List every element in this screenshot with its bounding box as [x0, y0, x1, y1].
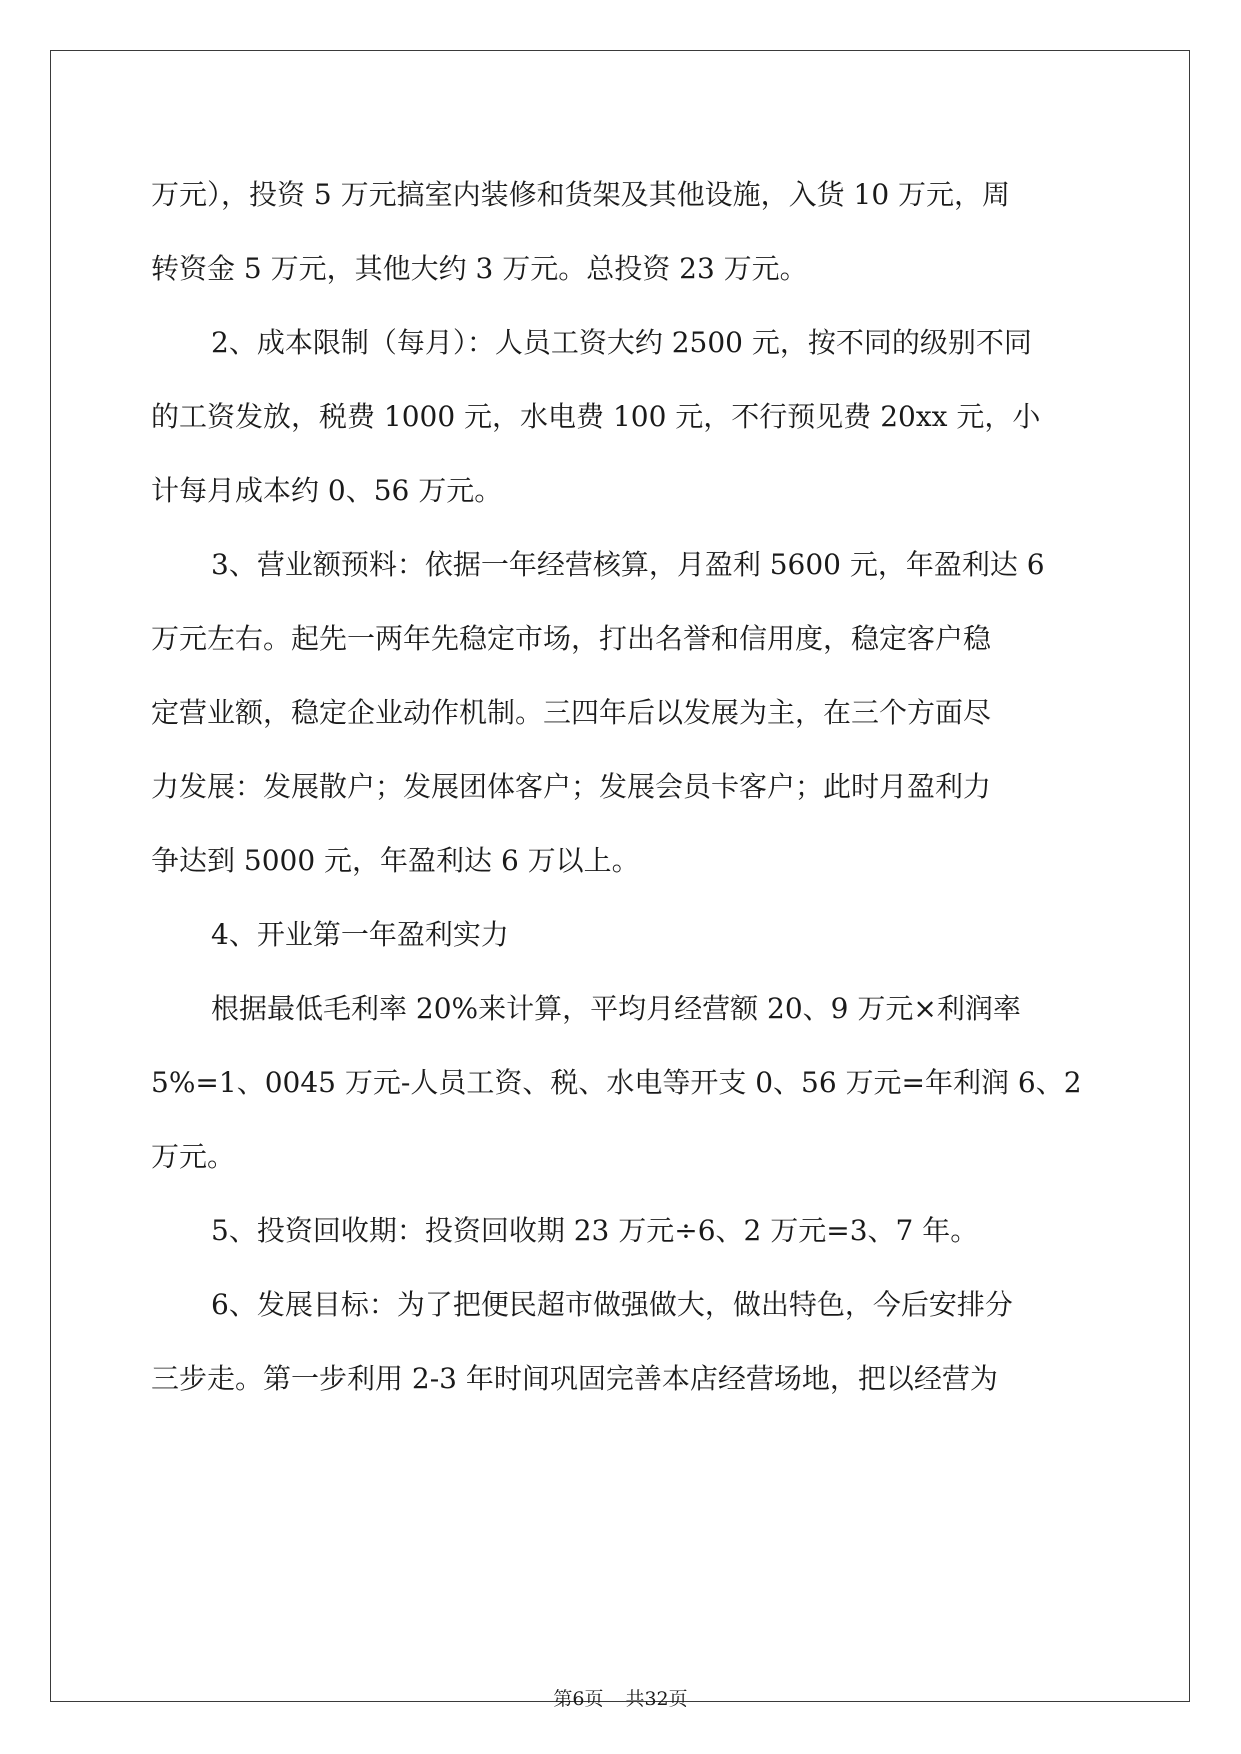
text-line: 转资金 5 万元，其他大约 3 万元。总投资 23 万元。	[151, 252, 808, 285]
page-total: 共32页	[625, 1688, 688, 1710]
paragraph	[151, 528, 1091, 898]
text-line: 万元。	[151, 1140, 236, 1173]
text-line: 2、成本限制（每月）：人员工资大约 2500 元，按不同的级别不同	[211, 326, 1032, 359]
text-line: 计每月成本约 0、56 万元。	[151, 474, 503, 507]
paragraph	[151, 158, 1091, 306]
document-body	[151, 158, 1091, 1416]
text-line: 万元），投资 5 万元搞室内装修和货架及其他设施，入货 10 万元，周	[151, 178, 1011, 211]
page-footer	[0, 1688, 1241, 1710]
text-line: 力发展：发展散户；发展团体客户；发展会员卡客户；此时月盈利力	[151, 770, 992, 803]
text-line: 争达到 5000 元，年盈利达 6 万以上。	[151, 844, 640, 877]
text-line: 定营业额，稳定企业动作机制。三四年后以发展为主，在三个方面尽	[151, 696, 992, 729]
text-line: 根据最低毛利率 20%来计算，平均月经营额 20、9 万元×利润率	[211, 992, 1021, 1025]
paragraph	[151, 306, 1091, 528]
text-line: 5%=1、0045 万元-人员工资、税、水电等开支 0、56 万元=年利润 6、2	[151, 1066, 1082, 1099]
paragraph	[151, 1268, 1091, 1416]
paragraph	[151, 972, 1091, 1194]
text-line: 的工资发放，税费 1000 元，水电费 100 元，不行预见费 20xx 元，小	[151, 400, 1041, 433]
text-line: 6、发展目标：为了把便民超市做强做大，做出特色，今后安排分	[211, 1288, 1013, 1321]
paragraph	[151, 898, 1091, 972]
text-line: 万元左右。起先一两年先稳定市场，打出名誉和信用度，稳定客户稳	[151, 622, 992, 655]
page-number: 第6页	[553, 1688, 604, 1710]
text-line: 4、开业第一年盈利实力	[211, 918, 509, 951]
text-line: 三步走。第一步利用 2-3 年时间巩固完善本店经营场地，把以经营为	[151, 1362, 998, 1395]
text-line: 5、投资回收期：投资回收期 23 万元÷6、2 万元=3、7 年。	[211, 1214, 979, 1247]
text-line: 3、营业额预料：依据一年经营核算，月盈利 5600 元，年盈利达 6	[211, 548, 1045, 581]
paragraph	[151, 1194, 1091, 1268]
